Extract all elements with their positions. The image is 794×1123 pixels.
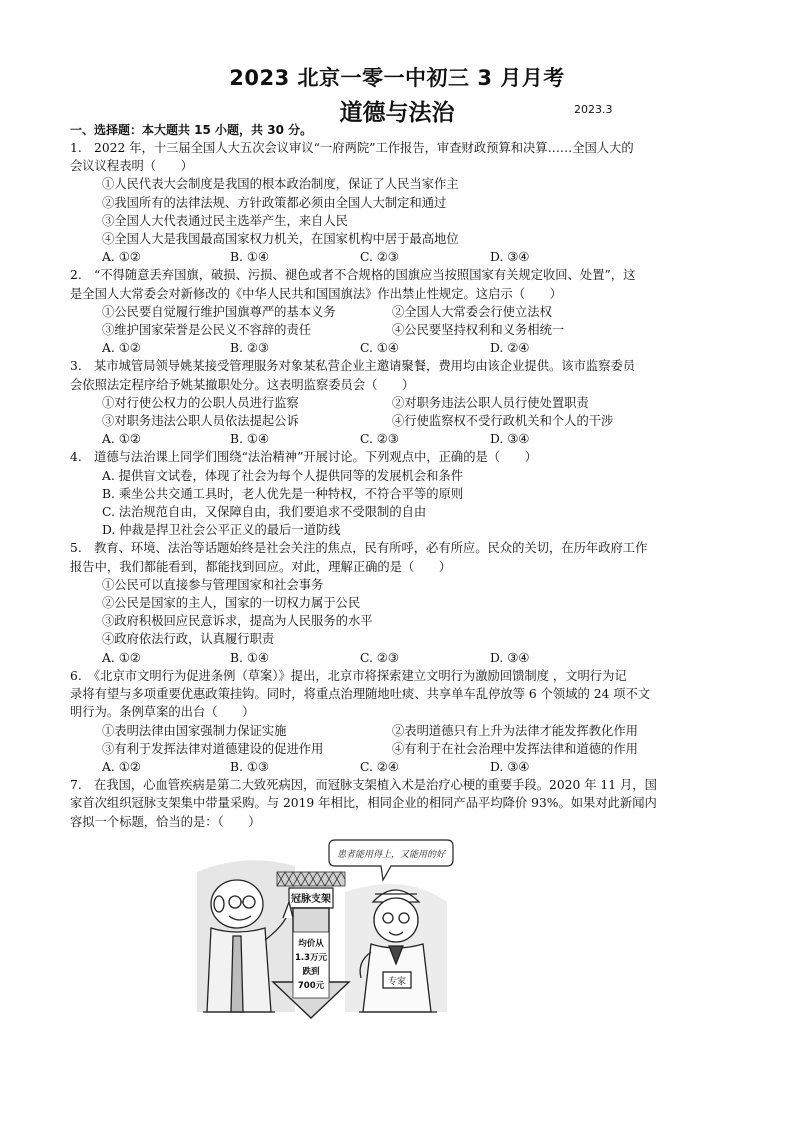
option-c[interactable]: C. ②③ — [360, 432, 399, 447]
question-stem: 2. “不得随意丢弃国旗，破损、污损、褪色或者不合规格的国旗应当按照国家有关规定收回、处置”，这 — [70, 268, 636, 283]
question-stem: 7. 在我国，心血管疾病是第二大致死病因，而冠脉支架植入术是治疗心梗的重要手段。2020 年 11 月，国 — [70, 778, 657, 793]
option-b[interactable]: B. ①③ — [230, 759, 269, 774]
question-3 — [70, 357, 724, 448]
statement-item: ①表明法律由国家强制力保证实施 — [102, 723, 287, 738]
statement-row — [70, 412, 724, 430]
question-stem: 家首次组织冠脉支架集中带量采购。与 2019 年相比，相同企业的相同产品平均降价 93%。如果对此新闻内 — [70, 796, 657, 811]
option-b[interactable]: B. 乘坐公共交通工具时，老人优先是一种特权，不符合平等的原则 — [102, 486, 464, 501]
question-4 — [70, 448, 724, 539]
option-a[interactable]: A. ①② — [102, 250, 141, 265]
option-b[interactable]: B. ①④ — [230, 250, 269, 265]
option-d[interactable]: D. ③④ — [490, 250, 530, 265]
statement-item: ④政府依法行政，认真履行职责 — [102, 632, 275, 647]
question-stem: 会依照法定程序给予姚某撤职处分。这表明监察委员会（ ） — [70, 377, 415, 392]
option-b[interactable]: B. ②③ — [230, 341, 269, 356]
statement-row — [70, 321, 724, 339]
answer-options — [70, 248, 724, 266]
exam-title: 2023 北京一零一中初三 3 月月考 — [229, 66, 565, 90]
speech-text: 患者能用得上，又能用的好 — [336, 850, 446, 860]
statement-item: ②公民是国家的主人，国家的一切权力属于公民 — [102, 596, 361, 611]
question-6 — [70, 667, 724, 776]
price-line: 700元 — [297, 981, 325, 991]
answer-options — [70, 339, 724, 357]
answer-options — [70, 758, 724, 776]
question-stem: 3. 某市城管局领导姚某接受管理服务对象某私营企业主邀请聚餐，费用均由该企业提供。该市监察委员 — [70, 359, 636, 374]
statement-item: ①对行使公权力的公职人员进行监察 — [102, 395, 299, 410]
statement-row — [70, 722, 724, 740]
option-c[interactable]: C. ②③ — [360, 650, 399, 665]
option-a[interactable]: A. ①② — [102, 432, 141, 447]
question-stem: 1. 2022 年，十三届全国人大五次会议审议“一府两院”工作报告，审查财政预算和决算……全国人大的 — [70, 141, 634, 155]
statement-item: ③维护国家荣誉是公民义不容辞的责任 — [102, 323, 312, 338]
option-b[interactable]: B. ①④ — [230, 432, 269, 447]
section-heading: 一、选择题：本大题共 15 小题，共 30 分。 — [70, 123, 313, 137]
statement-item: ②全国人大常委会行使立法权 — [392, 304, 552, 319]
option-c[interactable]: C. ①④ — [360, 341, 399, 356]
question-stem: 录将有望与多项重要优惠政策挂钩。同时，将重点治理随地吐痰、共享单车乱停放等 6 个领域的 24 项不文 — [70, 687, 651, 702]
option-c[interactable]: C. ②③ — [360, 250, 399, 265]
option-a[interactable]: A. ①② — [102, 759, 141, 774]
question-stem: 6. 《北京市文明行为促进条例（草案）》提出，北京市将探索建立文明行为激励回馈制度 ，文明行为记 — [70, 668, 627, 683]
statement-item: ②我国所有的法律法规、方针政策都必须由全国人大制定和通过 — [102, 195, 447, 210]
price-line: 均价从 — [298, 939, 324, 949]
option-d[interactable]: D. ②④ — [490, 341, 530, 356]
statement-item: ①公民要自觉履行维护国旗尊严的基本义务 — [102, 304, 336, 319]
subject-title: 道德与法治 — [339, 100, 455, 126]
statement-item: ③对职务违法公职人员依法提起公诉 — [102, 414, 299, 429]
statement-item: ③政府积极回应民意诉求，提高为人民服务的水平 — [102, 614, 373, 629]
price-line: 1.3万元 — [294, 953, 328, 963]
price-line: 跌到 — [302, 967, 320, 977]
cartoon-illustration — [185, 832, 455, 1020]
statement-item: ②表明道德只有上升为法律才能发挥教化作用 — [392, 723, 638, 738]
answer-options — [70, 649, 724, 667]
question-2 — [70, 266, 724, 357]
question-stem: 是全国人大常委会对新修改的《中华人民共和国国旗法》作出禁止性规定。这启示（ ） — [70, 286, 562, 301]
question-stem: 5. 教育、环境、法治等话题始终是社会关注的焦点，民有所呼，必有所应。民众的关切，在历年政府工作 — [70, 541, 648, 556]
question-1 — [70, 139, 724, 266]
statement-item: ①公民可以直接参与管理国家和社会事务 — [102, 577, 324, 592]
option-d[interactable]: D. ③④ — [490, 759, 530, 774]
statement-item: ③全国人大代表通过民主选举产生，来自人民 — [102, 213, 348, 228]
statement-item: ④全国人大是我国最高国家权力机关，在国家机构中居于最高地位 — [102, 232, 459, 247]
question-stem: 容拟一个标题，恰当的是：（ ） — [70, 814, 261, 829]
option-d[interactable]: D. ③④ — [490, 650, 530, 665]
statement-item: ③有利于发挥法律对道德建设的促进作用 — [102, 741, 324, 756]
option-d[interactable]: D. 仲裁是捍卫社会公平正义的最后一道防线 — [102, 523, 341, 538]
question-stem: 4. 道德与法治课上同学们围绕“法治精神”开展讨论。下列观点中，正确的是（ ） — [70, 450, 537, 465]
answer-options — [70, 430, 724, 448]
statement-item: ④行使监察权不受行政机关和个人的干涉 — [392, 414, 614, 429]
statement-row — [70, 394, 724, 412]
option-c[interactable]: C. 法治规范自由，又保障自由，我们要追求不受限制的自由 — [102, 505, 427, 520]
option-c[interactable]: C. ②④ — [360, 759, 399, 774]
statement-item: ①人民代表大会制度是我国的根本政治制度，保证了人民当家作主 — [102, 177, 459, 192]
question-stem: 明行为。条例草案的出台（ ） — [70, 705, 255, 720]
statement-row — [70, 740, 724, 758]
question-5 — [70, 539, 724, 666]
statement-item: ④公民要坚持权利和义务相统一 — [392, 323, 565, 338]
statement-row — [70, 303, 724, 321]
stent-mesh-icon — [277, 872, 345, 886]
expert-label: 专家 — [387, 977, 407, 987]
option-b[interactable]: B. ①④ — [230, 650, 269, 665]
statement-item: ②对职务违法公职人员行使处置职责 — [392, 395, 589, 410]
question-7 — [70, 776, 724, 831]
question-list — [70, 121, 724, 831]
statement-item: ④有利于在社会治理中发挥法律和道德的作用 — [392, 741, 638, 756]
option-a[interactable]: A. ①② — [102, 650, 141, 665]
question-stem: 会议议程表明（ ） — [70, 159, 193, 174]
option-a[interactable]: A. ①② — [102, 341, 141, 356]
option-d[interactable]: D. ③④ — [490, 432, 530, 447]
exam-date: 2023.3 — [574, 103, 613, 116]
stent-label: 冠脉支架 — [291, 894, 331, 905]
option-a[interactable]: A. 提供盲文试卷，体现了社会为每个人提供同等的发展机会和条件 — [102, 468, 464, 483]
question-stem: 报告中，我们都能看到，都能找到回应。对此，理解正确的是（ ） — [70, 559, 452, 574]
